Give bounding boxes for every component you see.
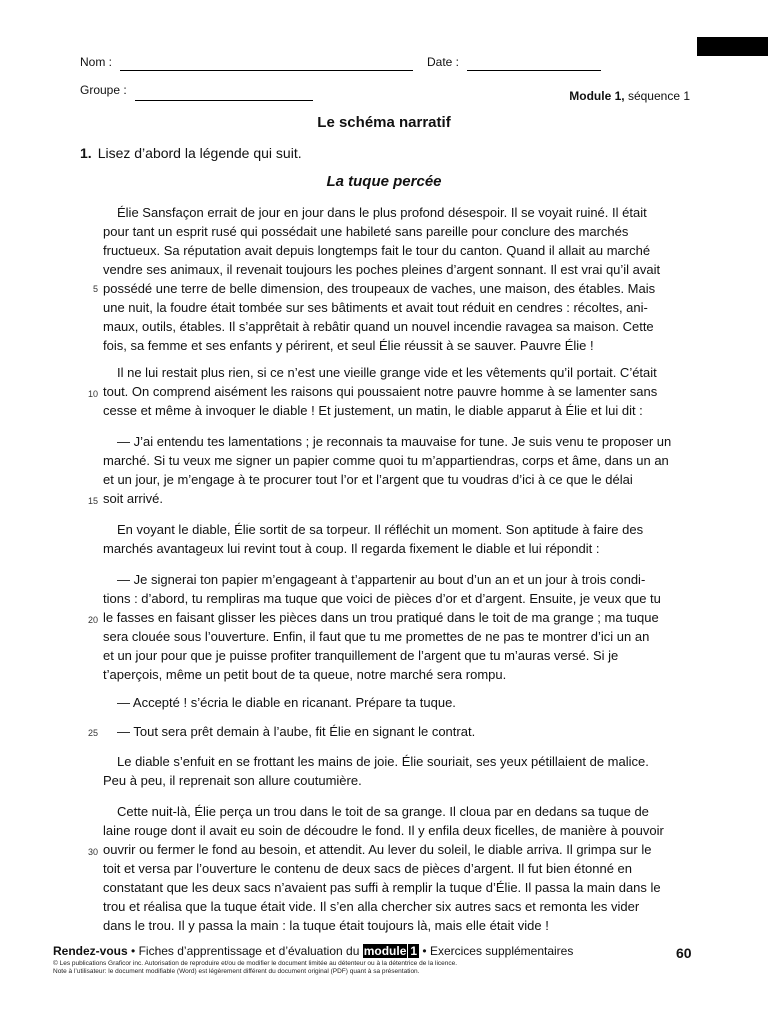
text-line: pour tant un esprit rusé qui possédait une habileté sans pareille pour conclure des marchés — [103, 224, 629, 239]
text-line: soit arrivé. — [103, 491, 163, 506]
date-field[interactable] — [467, 70, 601, 71]
story-title: La tuque percée — [326, 173, 442, 190]
footer-text-2: • Exercices supplémentaires — [419, 944, 574, 958]
footer-module-word: module — [363, 944, 407, 958]
module-sequence — [569, 89, 690, 103]
line-number: 5 — [92, 284, 98, 294]
text-line: — Tout sera prêt demain à l’aube, fit Élie en signant le contrat. — [117, 724, 476, 739]
text-line: fructueux. Sa réputation avait depuis longtemps fait le tour du canton. Quand il allait au marché — [103, 243, 651, 258]
text-line: cesse et même à invoquer le diable ! Et justement, un matin, le diable apparut à Élie et lui dit : — [103, 403, 643, 418]
text-line: et un jour pour que je puisse profiter tranquillement de l’argent que tu m’auras versé. Si je — [103, 648, 619, 663]
footer-brand: Rendez-vous — [53, 944, 128, 958]
text-line: Il ne lui restait plus rien, si ce n’est une vieille grange vide et les vêtements qu’il portait. C’était — [117, 365, 657, 380]
line-number: 25 — [87, 728, 98, 738]
text-line: En voyant le diable, Élie sortit de sa torpeur. Il réfléchit un moment. Son aptitude à faire des — [117, 522, 644, 537]
text-line: trou et réalisa que la tuque était vide. Il s’en alla chercher six autres sacs et remonta les vider — [103, 899, 640, 914]
line-number: 10 — [87, 389, 98, 399]
footer-module-number: 1 — [410, 944, 418, 958]
paragraph-8 — [103, 752, 683, 790]
text-line: marché. Si tu veux me signer un papier comme quoi tu m’appartiendras, corps et âme, dans un an — [103, 453, 669, 468]
text-line: sera clouée sous l’ouverture. Enfin, il faut que tu me promettes de ne pas te montrer d’ici un an — [103, 629, 650, 644]
sequence-number: séquence 1 — [624, 89, 690, 103]
text-line: t’aperçois, même un petit bout de ta queue, notre marché sera rompu. — [103, 667, 507, 682]
paragraph-4 — [103, 520, 683, 558]
module-number: Module 1, — [569, 89, 625, 103]
paragraph-1 — [103, 203, 683, 355]
page-title: Le schéma narratif — [317, 114, 451, 131]
text-line: et un jour, je m’engage à te procurer tout l’or et l’argent que tu voudras d’ici à ce que le délai — [103, 472, 633, 487]
groupe-field[interactable] — [135, 100, 313, 101]
copyright-line: © Les publications Graficor inc. Autorisation de reproduire et/ou de modifier le document limitée au détenteur ou à la détentrice de la licence. — [53, 960, 458, 967]
text-line: Élie Sansfaçon errait de jour en jour dans le plus profond désespoir. Il se voyait ruiné. Il était — [117, 205, 647, 220]
text-line: ouvrir ou fermer le fond au besoin, et attendit. Au lever du soleil, le diable arriva. Il grimpa sur le — [103, 842, 652, 857]
nom-field[interactable] — [120, 70, 413, 71]
text-line: vendre ses animaux, il revenait toujours les poches pleines d’argent sonnant. Il est vrai qu’il avait — [103, 262, 661, 277]
text-line: toit et versa par l’ouverture le contenu de deux sacs de pièces d’argent. Il fut bien étonné en — [103, 861, 633, 876]
text-line: dans le trou. Il y passa la main : la tuque était toujours là, mais elle était vide ! — [103, 918, 549, 933]
corner-tab — [697, 37, 768, 56]
groupe-label: Groupe : — [80, 83, 127, 97]
user-note-line: Note à l’utilisateur: le document modifiable (Word) est légèrement différent du document original (PDF) quant à sa présentation. — [53, 968, 420, 975]
text-line: Le diable s’enfuit en se frottant les mains de joie. Élie souriait, ses yeux pétillaient de malice. — [117, 754, 649, 769]
line-number: 30 — [87, 847, 98, 857]
question-number: 1. — [80, 145, 92, 161]
nom-label: Nom : — [80, 55, 113, 69]
text-line: maux, outils, étables. Il s’apprêtait à rebâtir quand un nouvel incendie ravagea sa maison. Cette — [103, 319, 654, 334]
text-line: le fasses en faisant glisser les pièces dans un trou pratiqué dans le toit de ma grange ; ma tuque — [103, 610, 659, 625]
text-line: possédé une terre de belle dimension, des troupeaux de vaches, une maison, des étables. Mais — [103, 281, 656, 296]
question-1 — [80, 145, 302, 161]
text-line: Cette nuit-là, Élie perça un trou dans le toit de sa grange. Il cloua par en dedans sa tuque de — [117, 804, 649, 819]
paragraph-9 — [103, 802, 683, 935]
text-line: — Accepté ! s’écria le diable en ricanant. Prépare ta tuque. — [117, 695, 456, 710]
footer — [53, 944, 573, 958]
page-number: 60 — [676, 945, 692, 961]
line-number: 20 — [87, 615, 98, 625]
paragraph-5 — [103, 570, 683, 684]
question-text: Lisez d’abord la légende qui suit. — [97, 145, 302, 161]
text-line: laine rouge dont il avait eu soin de découdre le fond. Il y enfila deux ficelles, de manière à pouvoir — [103, 823, 664, 838]
line-number: 15 — [87, 496, 98, 506]
paragraph-6 — [103, 693, 683, 712]
text-line: constatant que les deux sacs n’avaient pas suffi à remplir la tuque d’Élie. Il passa la main dans le — [103, 880, 661, 895]
paragraph-2 — [103, 363, 683, 420]
text-line: une nuit, la foudre était tombée sur ses bâtiments et avait tout réduit en cendres : récoltes, ani- — [103, 300, 648, 315]
text-line: Peu à peu, il reprenait son allure coutumière. — [103, 773, 362, 788]
paragraph-3 — [103, 432, 683, 508]
text-line: marchés avantageux lui revint tout à coup. Il regarda fixement le diable et lui répondit : — [103, 541, 600, 556]
text-line: — Je signerai ton papier m’engageant à t’appartenir au bout d’un an et un jour à trois condi- — [117, 572, 646, 587]
text-line: fois, sa femme et ses enfants y périrent, et seul Élie réussit à se sauver. Pauvre Élie ! — [103, 338, 594, 353]
text-line: tout. On comprend aisément les raisons qui poussaient notre pauvre homme à se lamenter sans — [103, 384, 658, 399]
text-line: tions : d’abord, tu rempliras ma tuque que voici de pièces d’or et d’argent. Ensuite, je veux que tu — [103, 591, 661, 606]
footer-bullet: • — [131, 944, 136, 958]
footer-text-1: Fiches d’apprentissage et d’évaluation du — [135, 944, 363, 958]
date-label: Date : — [427, 55, 460, 69]
paragraph-7 — [103, 722, 683, 741]
text-line: — J’ai entendu tes lamentations ; je reconnais ta mauvaise for tune. Je suis venu te proposer un — [117, 434, 672, 449]
